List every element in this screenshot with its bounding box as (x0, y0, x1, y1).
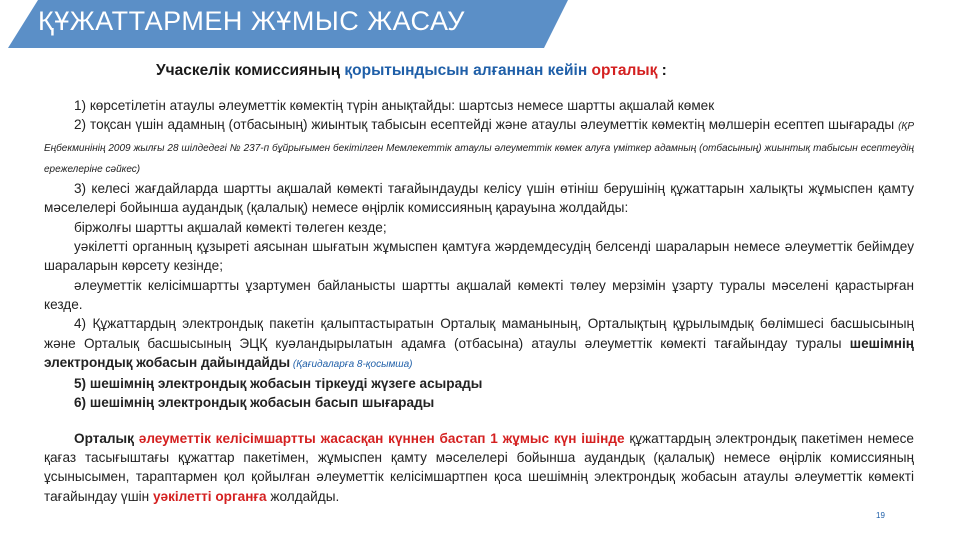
item-6: 6) шешімнің электрондық жобасын басып шығарады (74, 395, 435, 411)
item-3: 3) келесі жағдайларда шартты ақшалай көмекті тағайындауды келісу үшін өтініш берушінің құжаттарын халықты жұмыспен қамту мәселелері бойынша аудандық (қалалық) немесе өңірлік комиссияның қарауына жолдайды: (44, 181, 914, 216)
item-4-text: 4) Құжаттардың электрондық пакетін қалыптастыратын Орталық маманының, Орталықтың құрылымдық бөлімшесі басшысының және Орталық басшысының ЭЦҚ куәландырылатын адамға (отбасына) атаулы әлеуметтік көмекті тағайындау туралы (44, 316, 914, 351)
final-part5: жолдайды. (266, 488, 340, 504)
final-part4: уәкілетті органға (152, 488, 267, 504)
item-2-note: (ҚР Еңбекминінің 2009 жылғы 28 шілдедегі № 237-п бұйрығымен бекітілген Мемлекеттік атаулы әлеуметтік көмек алуға үміткер адамның (отбасының) жиынтық табысын есептеудің ережелеріне сәйкес) (44, 121, 914, 175)
item-4-note: (Қағидаларға 8-қосымша) (290, 358, 413, 370)
body-text (44, 96, 914, 506)
final-part2: әлеуметтік келісімшартты жасасқан күннен бастап 1 жұмыс күн ішінде (138, 430, 625, 446)
item-2 (44, 115, 914, 179)
item-3-a: біржолғы шартты ақшалай көмекті төлеген кезде; (74, 219, 387, 235)
item-3-c: әлеуметтік келісімшартты ұзартумен байланысты шартты ақшалай көмекті төлеу мерзімін ұзарту туралы мәселені қарастырған кезде. (44, 277, 914, 312)
page-title: ҚҰЖАТТАРМЕН ЖҰМЫС ЖАСАУ (38, 6, 465, 36)
final-paragraph (44, 429, 914, 506)
item-5: 5) шешімнің электрондық жобасын тіркеуді жүзеге асырады (74, 376, 483, 392)
item-2-text: 2) тоқсан үшін адамның (отбасының) жиынтық табысын есептейді және атаулы әлеуметтік көмектің мөлшерін есептеп шығарады (74, 117, 895, 133)
item-4-bold: шешімнің электрондық жобасын дайындайды (44, 335, 914, 370)
item-4 (44, 314, 914, 374)
item-3-b: уәкілетті органның құзыреті аясынан шығатын жұмыспен қамтуға жәрдемдесудің белсенді шараларын немесе әлеуметтік бейімдеу шараларын көрсету кезінде; (44, 239, 914, 274)
final-part1: Орталық (74, 430, 139, 446)
subtitle-part2: қорытындысын алғаннан кейін (344, 62, 592, 79)
final-part3: құжаттардың электрондық пакетімен немесе қағаз тасығыштағы құжаттар пакетімен, жұмыспен қамту мәселелері бойынша аудандық (қалалық) немесе өңірлік комиссияның ұсынысымен, тараптармен қол қойылған әлеуметтік келісімшартпен қоса шешімнің электрондық жобасын атаулы әлеуметтік көмекті тағайындау үшін (44, 430, 914, 504)
subtitle-part3: орталық (591, 62, 658, 79)
spacer (44, 413, 914, 429)
page-number: 19 (876, 511, 885, 520)
subtitle-part4: : (657, 62, 667, 79)
title-banner (8, 0, 568, 48)
subtitle-part1: Учаскелік комиссияның (156, 62, 345, 79)
item-1: 1) көрсетілетін атаулы әлеуметтік көмектің түрін анықтайды: шартсыз немесе шартты ақшалай көмек (74, 98, 715, 113)
section-subtitle (156, 62, 667, 80)
